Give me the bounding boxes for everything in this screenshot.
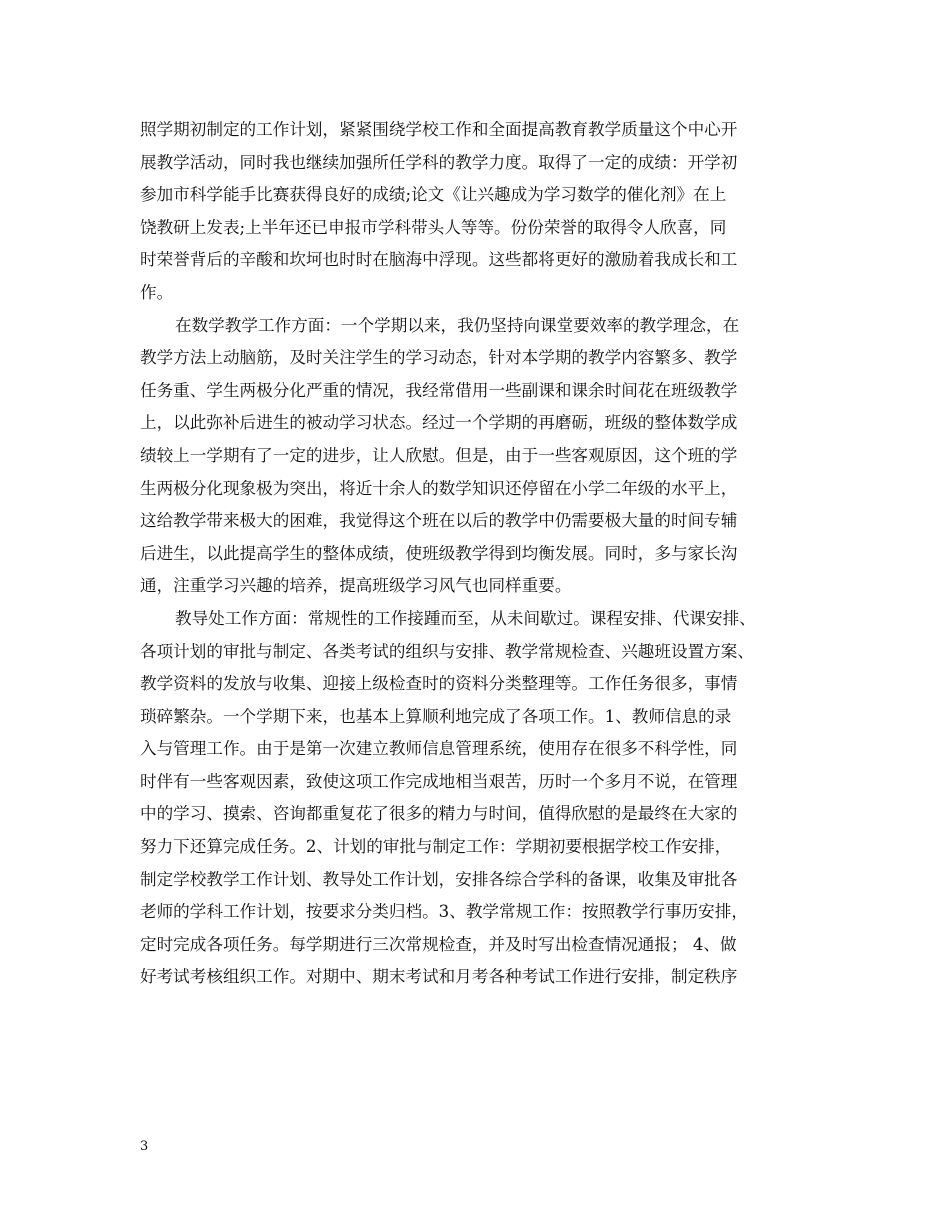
text-line: 努力下还算完成任务。2、计划的审批与制定工作：学期初要根据学校工作安排， — [140, 837, 732, 857]
text-line: 时荣誉背后的辛酸和坎坷也时时在脑海中浮现。这些都将更好的激励着我成长和工 — [140, 250, 738, 270]
paragraph — [140, 310, 816, 603]
text-line: 中的学习、摸索、咨询都重复花了很多的精力与时间，值得欣慰的是最终在大家的 — [140, 804, 738, 824]
text-line: 琐碎繁杂。一个学期下来，也基本上算顺利地完成了各项工作。1、教师信息的录 — [140, 706, 732, 726]
paragraph — [140, 603, 816, 994]
text-line: 饶教研上发表;上半年还已申报市学科带头人等等。份份荣誉的取得令人欣喜，同 — [140, 217, 727, 237]
text-line: 制定学校教学工作计划、教导处工作计划，安排各综合学科的备课，收集及审批各 — [140, 869, 738, 889]
text-line: 绩较上一学期有了一定的进步，让人欣慰。但是，由于一些客观原因，这个班的学 — [140, 445, 738, 465]
text-line: 参加市科学能手比赛获得良好的成绩;论文《让兴趣成为学习数学的催化剂》在上 — [140, 185, 727, 205]
page-number: 3 — [140, 1139, 149, 1154]
text-line: 任务重、学生两极分化严重的情况，我经常借用一些副课和课余时间花在班级教学 — [140, 380, 738, 400]
text-line: 生两极分化现象极为突出，将近十余人的数学知识还停留在小学二年级的水平上， — [140, 478, 738, 498]
text-line: 展教学活动，同时我也继续加强所任学科的教学力度。取得了一定的成绩：开学初 — [140, 152, 738, 172]
paragraph — [140, 114, 816, 310]
text-line: 各项计划的审批与制定、各类考试的组织与安排、教学常规检查、兴趣班设置方案、 — [140, 641, 754, 661]
text-line: 教导处工作方面：常规性的工作接踵而至，从未间歇过。课程安排、代课安排、 — [175, 608, 756, 628]
text-line: 时伴有一些客观因素，致使这项工作完成地相当艰苦，历时一个多月不说，在管理 — [140, 771, 738, 791]
text-line: 上，以此弥补后进生的被动学习状态。经过一个学期的再磨砺，班级的整体数学成 — [140, 413, 738, 433]
text-line: 入与管理工作。由于是第一次建立教师信息管理系统，使用存在很多不科学性，同 — [140, 739, 738, 759]
text-line: 通，注重学习兴趣的培养，提高班级学习风气也同样重要。 — [140, 576, 572, 596]
text-line: 作。 — [140, 282, 174, 302]
text-line: 教学方法上动脑筋，及时关注学生的学习动态，针对本学期的教学内容繁多、教学 — [140, 348, 738, 368]
text-line: 后进生，以此提高学生的整体成绩，使班级教学得到均衡发展。同时，多与家长沟 — [140, 543, 738, 563]
text-line: 照学期初制定的工作计划，紧紧围绕学校工作和全面提高教育教学质量这个中心开 — [140, 120, 738, 139]
text-line: 教学资料的发放与收集、迎接上级检查时的资料分类整理等。工作任务很多，事情 — [140, 674, 738, 694]
text-line: 定时完成各项任务。每学期进行三次常规检查，并及时写出检查情况通报； 4、做 — [140, 934, 737, 954]
text-line: 这给教学带来极大的困难，我觉得这个班在以后的教学中仍需要极大量的时间专辅 — [140, 511, 738, 531]
body-text — [140, 114, 816, 994]
text-line: 好考试考核组织工作。对期中、期末考试和月考各种考试工作进行安排，制定秩序 — [140, 967, 738, 987]
text-line: 在数学教学工作方面：一个学期以来，我仍坚持向课堂要效率的教学理念，在 — [175, 315, 740, 335]
text-line: 老师的学科工作计划，按要求分类归档。3、教学常规工作：按照教学行事历安排， — [140, 902, 748, 922]
